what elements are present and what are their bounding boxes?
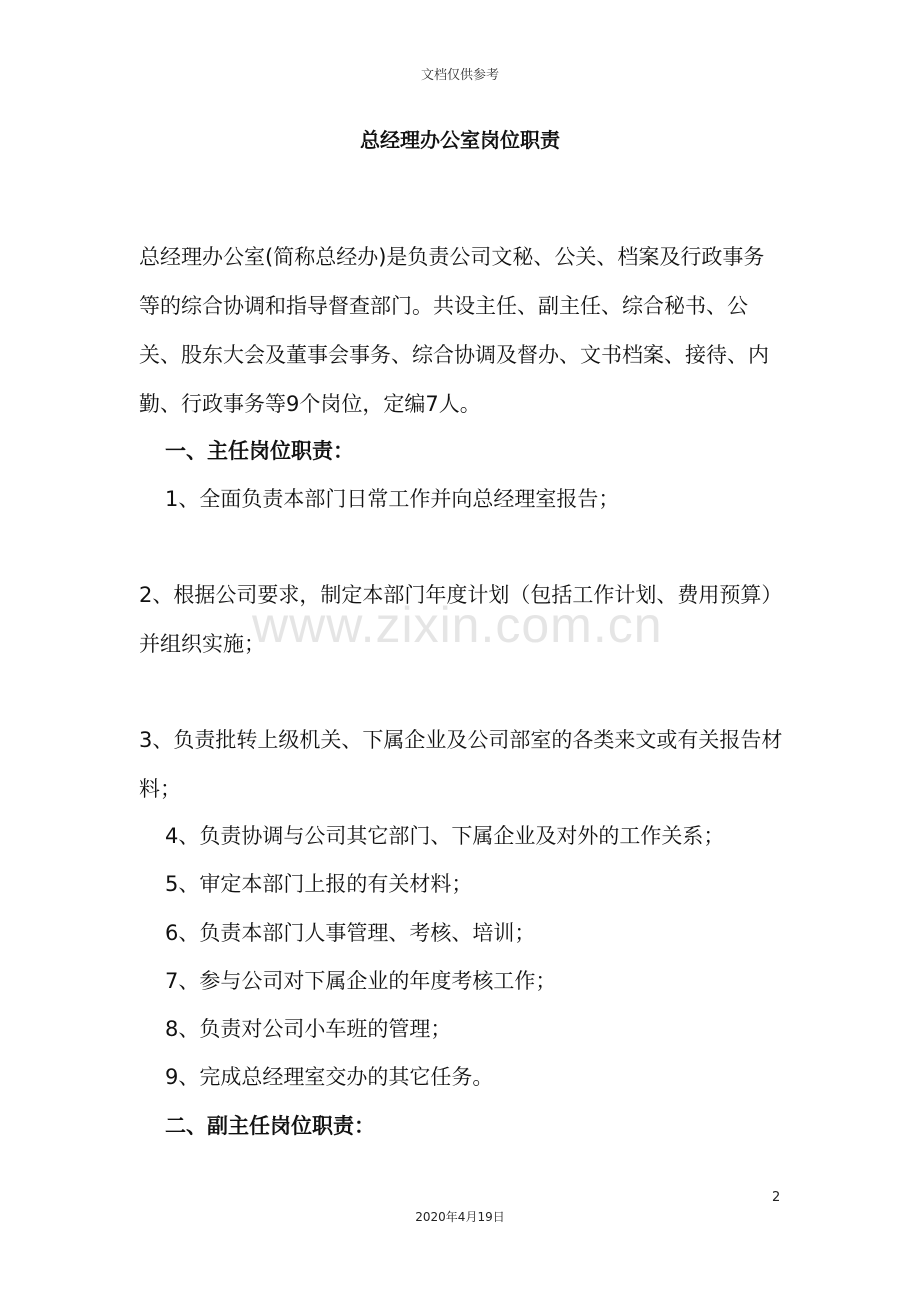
page-number: 2: [772, 1190, 781, 1205]
duty-item: 1、全面负责本部门日常工作并向总经理室报告；: [165, 487, 620, 511]
duty-item: 4、负责协调与公司其它部门、下属企业及对外的工作关系；: [165, 824, 725, 848]
watermark: www.zixin.com.cn: [252, 597, 663, 653]
duty-item: 3、负责批转上级机关、下属企业及公司部室的各类来文或有关报告材料；: [139, 728, 783, 801]
duty-item: 2、根据公司要求，制定本部门年度计划（包括工作计划、费用预算）并组织实施；: [139, 583, 783, 656]
duty-item: 8、负责对公司小车班的管理；: [165, 1017, 452, 1041]
intro-paragraph: 总经理办公室(简称总经办)是负责公司文秘、公关、档案及行政事务等的综合协调和指导督查部门。共设主任、副主任、综合秘书、公关、股东大会及董事会事务、综合协调及督办、文书档案、接待、内勤、行政事务等9个岗位，定编7人。: [139, 245, 769, 416]
duty-item: 5、审定本部门上报的有关材料；: [165, 872, 473, 896]
header-note: 文档仅供参考: [420, 68, 499, 83]
footer-date: 2020年4月19日: [415, 1210, 505, 1224]
duty-item: 6、负责本部门人事管理、考核、培训；: [165, 921, 536, 945]
section-heading-deputy-director: 二、副主任岗位职责：: [165, 1114, 375, 1138]
duty-item: 9、完成总经理室交办的其它任务。: [165, 1065, 494, 1089]
document-title: 总经理办公室岗位职责: [360, 128, 560, 152]
section-heading-director: 一、主任岗位职责：: [165, 439, 354, 463]
duty-item: 7、参与公司对下属企业的年度考核工作；: [165, 969, 557, 993]
